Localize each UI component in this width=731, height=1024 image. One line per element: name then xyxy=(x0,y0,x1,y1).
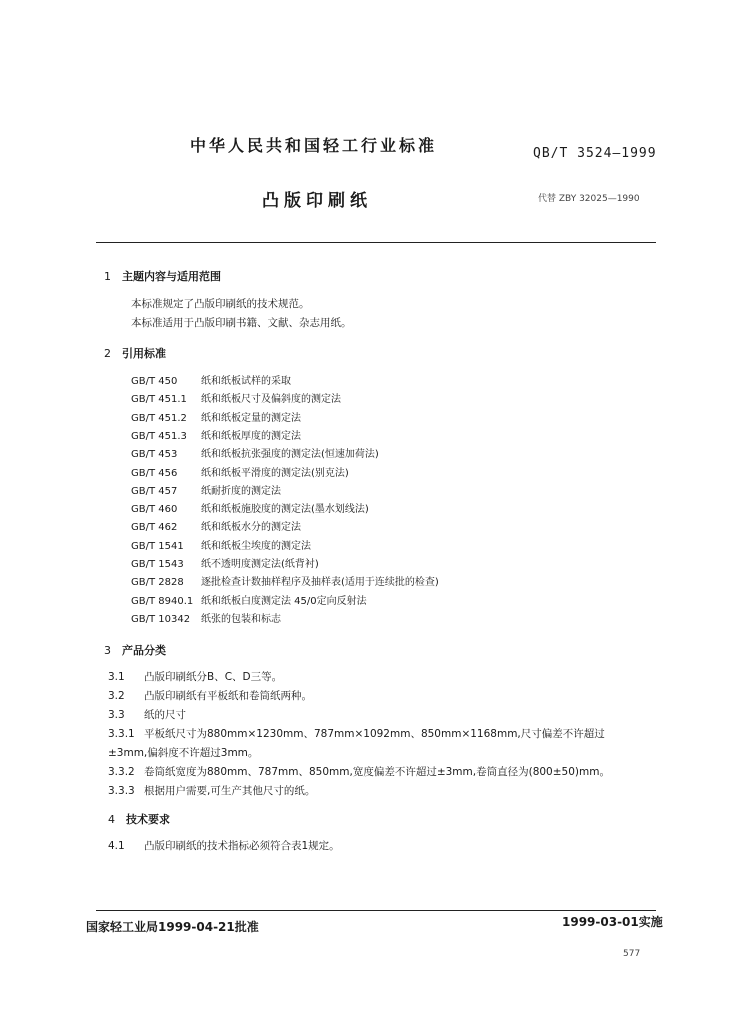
reference-title: 纸和纸板尺寸及偏斜度的测定法 xyxy=(201,394,341,406)
clause xyxy=(108,707,186,722)
reference-item xyxy=(131,445,379,460)
reference-item xyxy=(131,464,349,479)
reference-title: 纸耐折度的测定法 xyxy=(201,485,281,497)
standard-code: QB/T 3524—1999 xyxy=(533,146,657,161)
reference-title: 纸和纸板尘埃度的测定法 xyxy=(201,540,311,552)
clause xyxy=(108,783,315,798)
section-number: 2 xyxy=(104,347,111,360)
reference-item xyxy=(131,500,369,515)
reference-code: GB/T 451.2 xyxy=(131,412,187,424)
reference-item xyxy=(131,409,301,424)
reference-item xyxy=(131,537,311,552)
standard-title: 中华人民共和国轻工行业标准 xyxy=(190,136,438,155)
reference-item xyxy=(131,555,319,570)
reference-item xyxy=(131,482,281,497)
reference-code: GB/T 8940.1 xyxy=(131,595,194,607)
reference-title: 纸和纸板厚度的测定法 xyxy=(201,430,301,442)
clause xyxy=(108,688,312,703)
reference-title: 纸和纸板定量的测定法 xyxy=(201,412,301,424)
section-title: 产品分类 xyxy=(122,644,166,657)
clause-number: 4.1 xyxy=(108,840,125,852)
clause xyxy=(108,669,282,684)
clause xyxy=(108,764,610,779)
reference-title: 纸和纸板抗张强度的测定法(恒速加荷法) xyxy=(201,449,379,461)
clause-number: 3.3 xyxy=(108,709,125,721)
paragraph: 本标准规定了凸版印刷纸的技术规范。 xyxy=(131,298,310,310)
reference-code: GB/T 450 xyxy=(131,376,178,387)
clause-number: 3.3.2 xyxy=(108,766,135,778)
clause-text: 凸版印刷纸的技术指标必须符合表1规定。 xyxy=(144,840,340,852)
section-number: 1 xyxy=(104,270,111,283)
clause-number: 3.2 xyxy=(108,690,125,702)
reference-code: GB/T 451.3 xyxy=(131,430,187,442)
reference-code: GB/T 453 xyxy=(131,449,178,461)
reference-item xyxy=(131,518,301,533)
document-title: 凸版印刷纸 xyxy=(262,191,372,211)
reference-title: 纸和纸板试样的采取 xyxy=(201,376,291,387)
section-number: 3 xyxy=(104,644,111,657)
clause-text: 根据用户需要,可生产其他尺寸的纸。 xyxy=(144,785,316,797)
reference-title: 纸不透明度测定法(纸背衬) xyxy=(201,559,319,570)
section-3-heading xyxy=(104,642,166,658)
clause-text: 平板纸尺寸为880mm×1230mm、787mm×1092mm、850mm×1168mm,尺寸偏差不许超过 xyxy=(144,728,605,740)
reference-title: 纸和纸板水分的测定法 xyxy=(201,522,301,534)
section-1-heading xyxy=(104,268,221,284)
reference-code: GB/T 457 xyxy=(131,485,178,497)
replaces-note: 代替 ZBY 32025—1990 xyxy=(538,194,640,204)
reference-code: GB/T 2828 xyxy=(131,577,184,589)
clause xyxy=(108,726,605,741)
footer-rule xyxy=(96,910,656,911)
reference-item xyxy=(131,390,341,405)
reference-code: GB/T 10342 xyxy=(131,613,191,625)
clause-text: 卷筒纸宽度为880mm、787mm、850mm,宽度偏差不许超过±3mm,卷筒直径为(800±50)mm。 xyxy=(144,766,610,778)
paragraph: 本标准适用于凸版印刷书籍、文献、杂志用纸。 xyxy=(131,317,352,329)
reference-title: 纸和纸板平滑度的测定法(别克法) xyxy=(201,467,349,479)
clause-text: 纸的尺寸 xyxy=(144,709,186,721)
clause-text: 凸版印刷纸分B、C、D三等。 xyxy=(144,671,283,683)
effective-date: 1999-03-01实施 xyxy=(562,915,663,929)
section-title: 技术要求 xyxy=(126,813,170,826)
reference-title: 逐批检查计数抽样程序及抽样表(适用于连续批的检查) xyxy=(201,577,439,589)
reference-code: GB/T 460 xyxy=(131,504,178,516)
section-number: 4 xyxy=(108,813,115,826)
reference-item xyxy=(131,427,301,442)
reference-code: GB/T 462 xyxy=(131,522,178,534)
reference-code: GB/T 456 xyxy=(131,467,178,479)
clause xyxy=(108,745,258,760)
section-title: 引用标准 xyxy=(122,347,166,360)
clause-number: 3.1 xyxy=(108,671,125,683)
clause-number: 3.3.1 xyxy=(108,728,135,740)
approval-note: 国家轻工业局1999-04-21批准 xyxy=(86,920,259,934)
clause-text: ±3mm,偏斜度不许超过3mm。 xyxy=(108,747,259,759)
reference-item xyxy=(131,610,281,625)
page-number: 577 xyxy=(623,949,641,959)
reference-item xyxy=(131,573,439,588)
header-rule xyxy=(96,242,656,243)
section-4-heading xyxy=(108,811,170,827)
reference-title: 纸和纸板施胶度的测定法(墨水划线法) xyxy=(201,504,369,516)
reference-title: 纸和纸板白度测定法 45/0定向反射法 xyxy=(201,595,367,607)
reference-item xyxy=(131,592,367,607)
clause-number: 3.3.3 xyxy=(108,785,135,797)
reference-code: GB/T 1541 xyxy=(131,540,184,552)
reference-code: GB/T 451.1 xyxy=(131,394,187,406)
reference-code: GB/T 1543 xyxy=(131,559,184,570)
reference-item xyxy=(131,372,291,387)
reference-title: 纸张的包装和标志 xyxy=(201,613,281,625)
section-2-heading xyxy=(104,345,166,361)
section-title: 主题内容与适用范围 xyxy=(122,270,221,283)
clause-text: 凸版印刷纸有平板纸和卷筒纸两种。 xyxy=(144,690,312,702)
clause xyxy=(108,838,340,853)
